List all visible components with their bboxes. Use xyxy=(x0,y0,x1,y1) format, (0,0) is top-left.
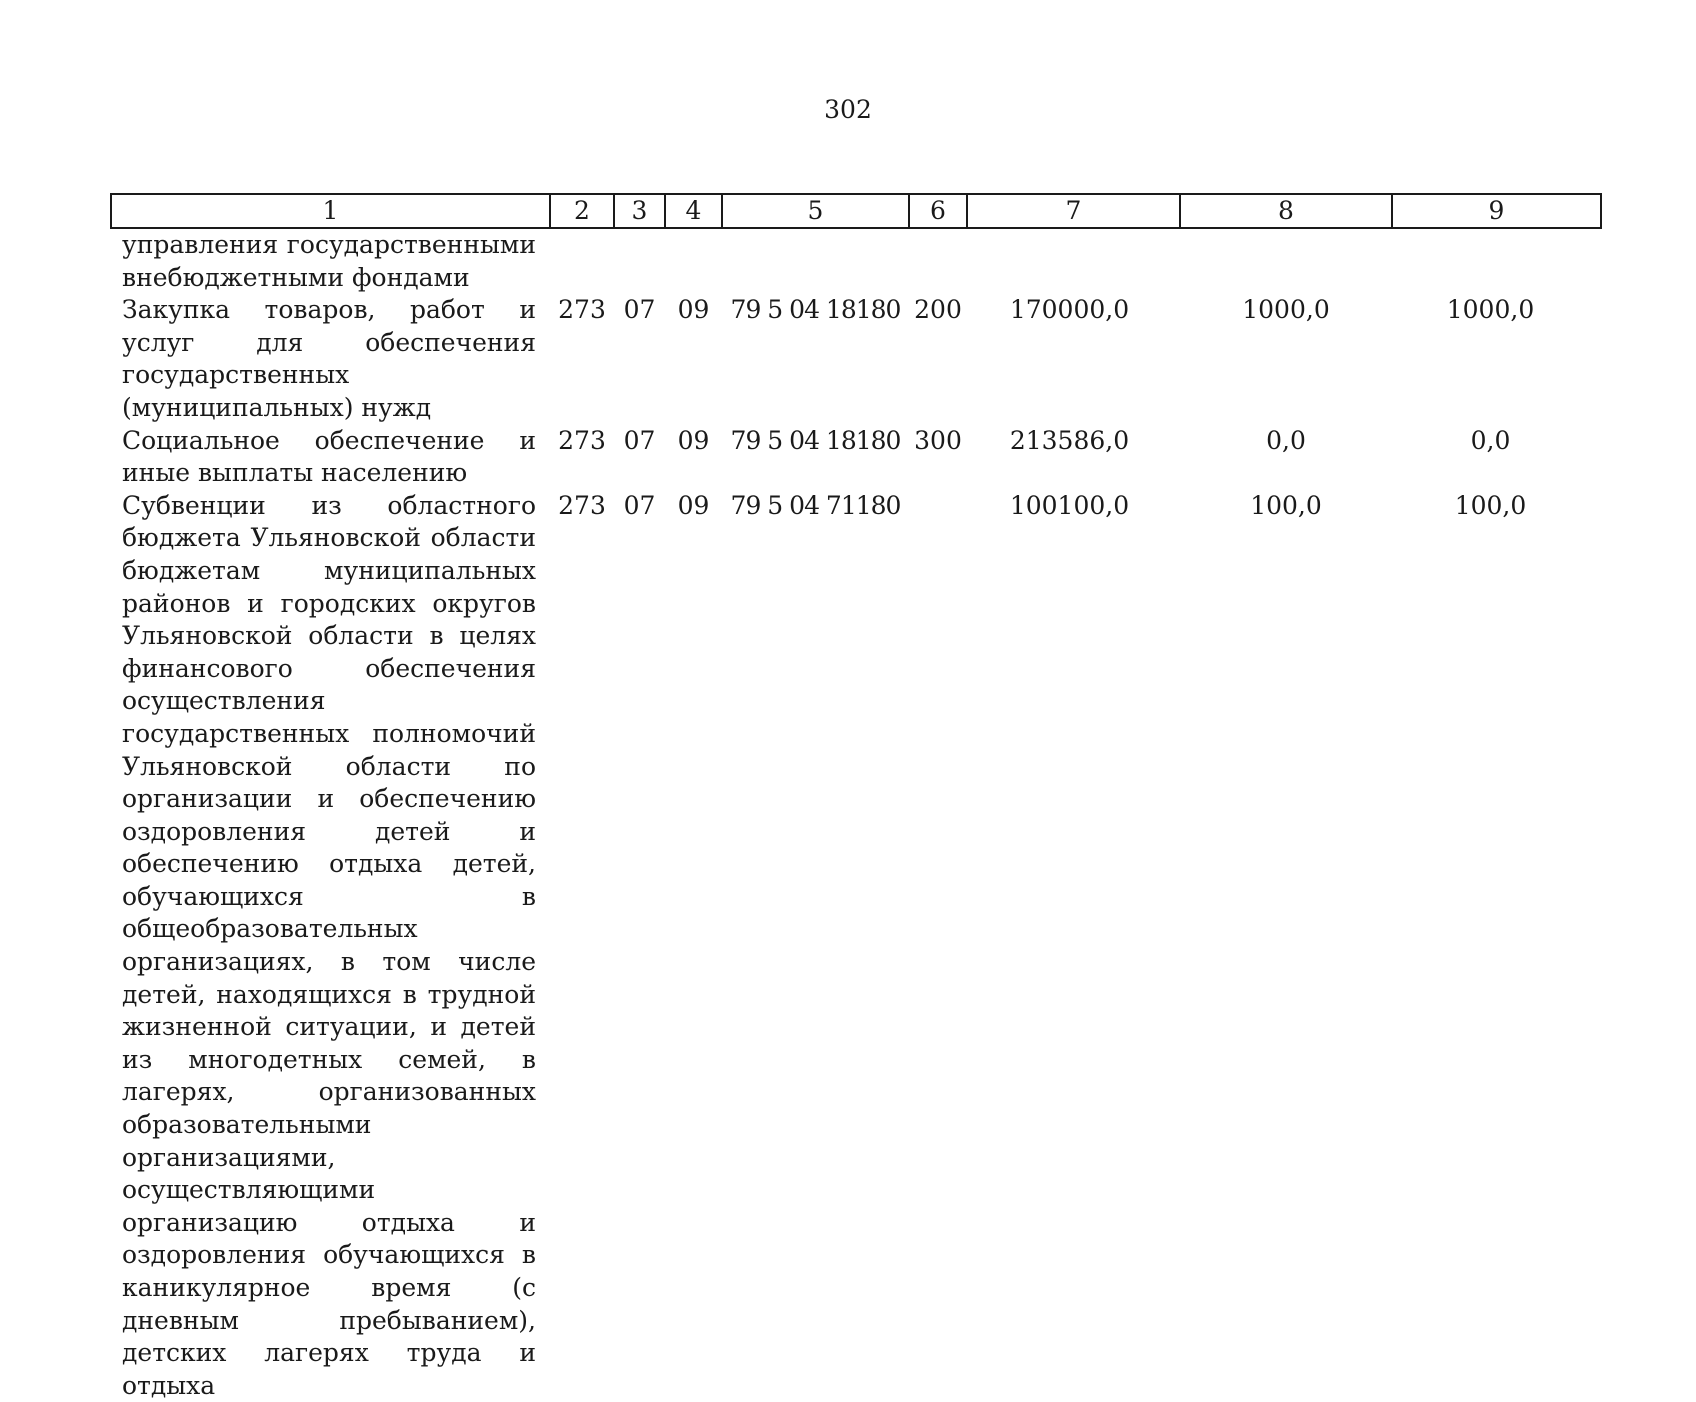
cell-subsection-code: 09 xyxy=(677,425,710,455)
cell-expense-type: 200 xyxy=(914,295,962,325)
cell-ministry-code: 273 xyxy=(558,425,606,455)
row-description: Социальное обеспечение и иные выплаты населению xyxy=(122,425,536,488)
column-header-5: 5 xyxy=(722,194,909,228)
table-row xyxy=(111,490,1601,1402)
cell-section-code: 07 xyxy=(623,490,656,520)
cell-amount-col7 xyxy=(967,228,1180,294)
cell-amount-col8 xyxy=(1180,228,1392,294)
table-row xyxy=(111,425,1601,490)
cell-subsection-code: 09 xyxy=(677,490,710,520)
cell-subsection-code: 09 xyxy=(677,295,710,325)
column-header-2: 2 xyxy=(550,194,614,228)
column-header-3: 3 xyxy=(614,194,665,228)
table-header-row xyxy=(111,194,1601,228)
cell-target-article: 79 5 04 71180 xyxy=(730,490,901,520)
column-header-7: 7 xyxy=(967,194,1180,228)
cell-amount-col9: 1000,0 xyxy=(1446,295,1535,325)
cell-target-article: 79 5 04 18180 xyxy=(730,425,901,455)
cell-ministry-code: 273 xyxy=(558,295,606,325)
cell-amount-col7: 213586,0 xyxy=(1009,425,1130,455)
cell-ministry-code xyxy=(550,228,614,294)
cell-expense-type xyxy=(909,490,967,1402)
table-row xyxy=(111,228,1601,294)
cell-amount-col8: 0,0 xyxy=(1266,425,1306,455)
cell-section-code: 07 xyxy=(623,295,656,325)
row-description: Закупка товаров, работ и услуг для обеспечения государственных (муниципальных) нужд xyxy=(122,295,536,422)
cell-target-article: 79 5 04 18180 xyxy=(730,295,901,325)
budget-table xyxy=(110,193,1602,1402)
cell-subsection-code xyxy=(665,228,722,294)
page-number: 302 xyxy=(824,95,872,124)
column-header-1: 1 xyxy=(111,194,550,228)
table-row xyxy=(111,294,1601,424)
cell-amount-col9: 0,0 xyxy=(1470,425,1511,455)
column-header-8: 8 xyxy=(1180,194,1392,228)
cell-expense-type: 300 xyxy=(914,425,962,455)
cell-amount-col8: 1000,0 xyxy=(1242,295,1330,325)
cell-ministry-code: 273 xyxy=(558,490,606,520)
cell-section-code xyxy=(614,228,665,294)
cell-amount-col7: 100100,0 xyxy=(1009,490,1130,520)
cell-section-code: 07 xyxy=(623,425,656,455)
cell-expense-type xyxy=(909,228,967,294)
row-description: Субвенции из областного бюджета Ульяновской области бюджетам муниципальных районов и городских округов Ульяновской области в целях финансового обеспечения осуществления государственных полномочий Ульяновской области по организации и обеспечению оздоровления детей и обеспечению отдыха детей, обучающихся в общеобразовательных организациях, в том числе детей, находящихся в трудной жизненной ситуации, и детей из многодетных семей, в лагерях, организованных образовательными организациями, осуществляющими организацию отдыха и оздоровления обучающихся в каникулярное время (с дневным пребыванием), детских лагерях труда и отдыха xyxy=(122,490,536,1400)
column-header-4: 4 xyxy=(665,194,722,228)
cell-amount-col9: 100,0 xyxy=(1454,490,1527,520)
cell-amount-col8: 100,0 xyxy=(1250,490,1322,520)
column-header-9: 9 xyxy=(1392,194,1601,228)
cell-target-article xyxy=(722,228,909,294)
row-description: управления государственными внебюджетными фондами xyxy=(122,230,536,292)
column-header-6: 6 xyxy=(909,194,967,228)
cell-amount-col7: 170000,0 xyxy=(1009,295,1130,325)
cell-amount-col9 xyxy=(1392,228,1601,294)
